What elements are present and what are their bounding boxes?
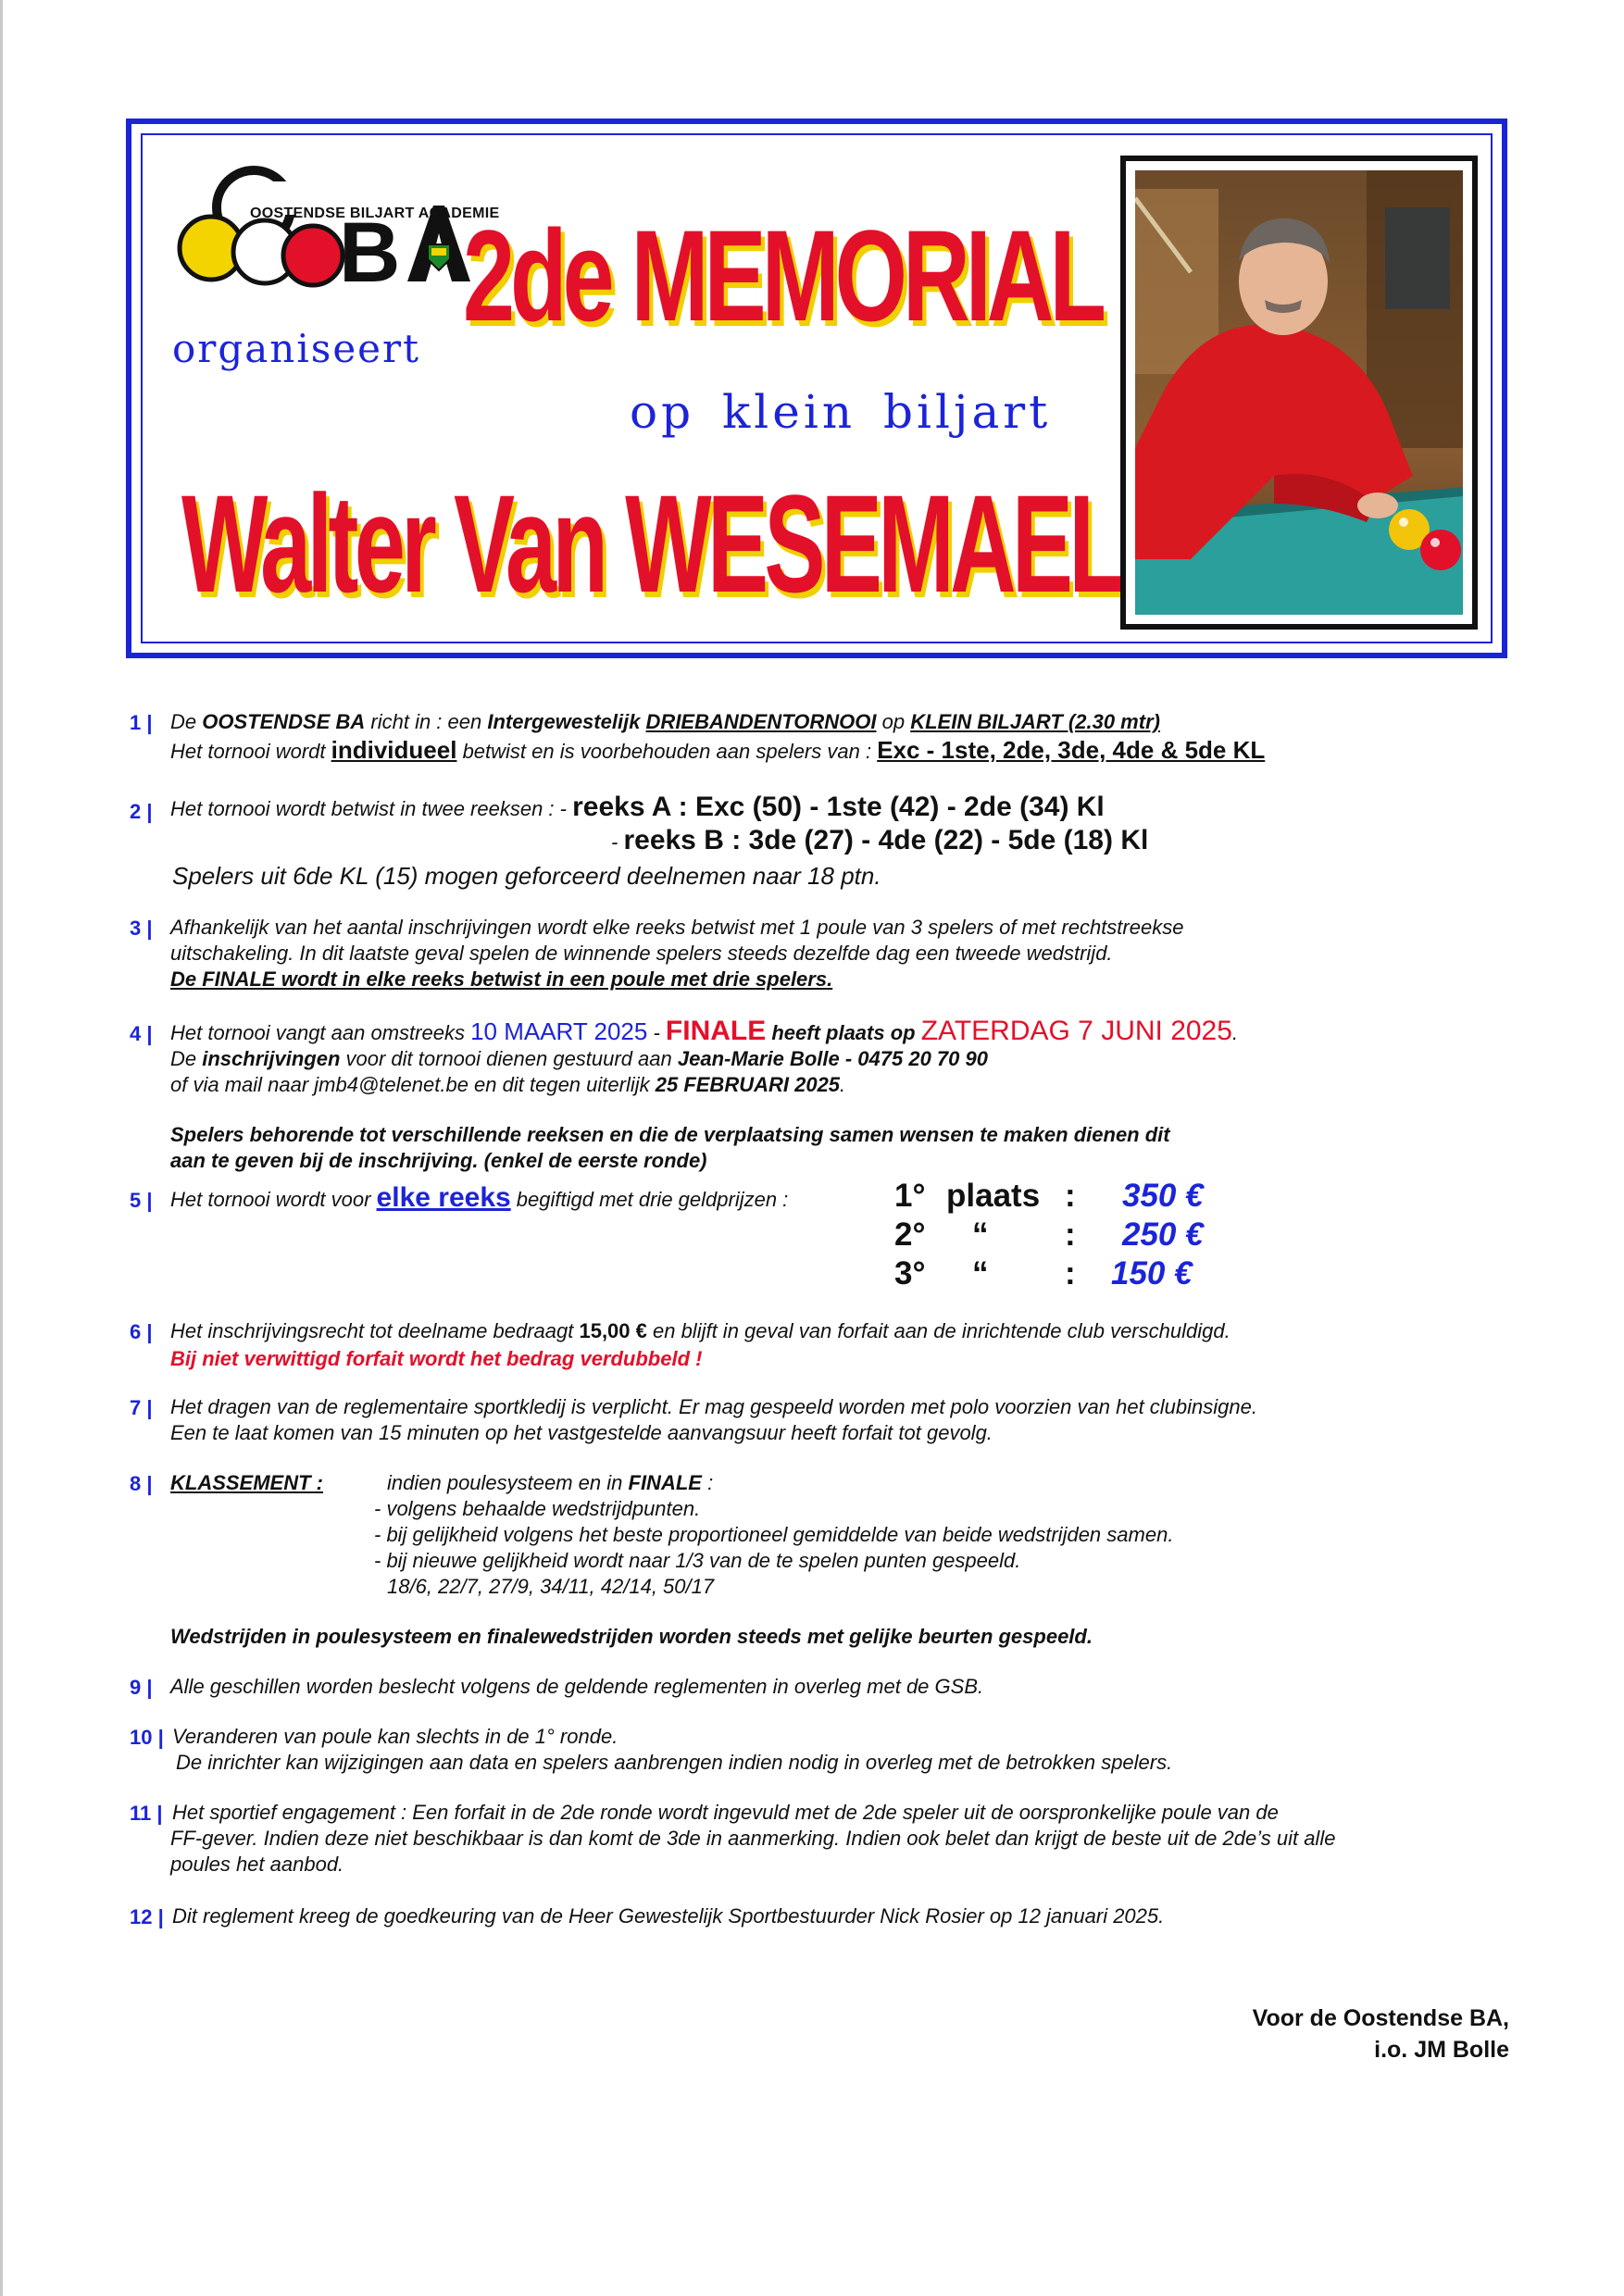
each-series: elke reeks [376,1182,511,1213]
item-5-line-1 [170,1182,789,1213]
prize-1-amount: 350 € [1122,1178,1204,1214]
prize-1-label: plaats [946,1178,1041,1214]
organizer-text: organiseert [172,326,420,371]
item-10-line-2: De inrichter kan wijzigingen aan data en spelers aanbrengen indien nodig in overleg met de betrokken spelers. [176,1751,1173,1774]
text: inschrijvingen [202,1047,341,1070]
text: - [611,830,624,854]
text: Het tornooi wordt betwist in twee reeksen : - [170,797,573,820]
text: op [876,710,911,733]
item-8-line-3: - bij gelijkheid volgens het beste proportioneel gemiddelde van beide wedstrijden samen. [374,1523,1174,1546]
portrait-photo [1135,170,1463,615]
text: Het inschrijvingsrecht tot deelname bedraagt [170,1319,580,1342]
item-8-line-6: Wedstrijden in poulesysteem en finalewedstrijden worden steeds met gelijke beurten gespeeld. [170,1625,1093,1648]
item-number-6: 6 | [130,1320,153,1343]
item-8-line-5: 18/6, 22/7, 27/9, 34/11, 42/14, 50/17 [387,1575,715,1598]
item-number-1: 1 | [130,711,153,734]
item-number-5: 5 | [130,1189,153,1212]
text: Het tornooi wordt voor [170,1188,377,1211]
individual-label: individueel [331,736,457,764]
signature-line-2: i.o. JM Bolle [1374,2037,1509,2063]
item-number-8: 8 | [130,1472,153,1495]
subtitle: op klein biljart [630,385,1052,439]
item-12-line-1: Dit reglement kreeg de goedkeuring van de Heer Gewestelijk Sportbestuurder Nick Rosier op 12 januari 2025. [172,1904,1165,1928]
item-number-7: 7 | [130,1396,153,1419]
prize-3-colon: : [1065,1255,1076,1292]
text: De [170,1047,203,1070]
item-4-line-4: Spelers behorende tot verschillende reeksen en die de verplaatsing samen wensen te maken dienen dit [170,1123,1170,1146]
item-4-line-5: aan te geven bij de inschrijving. (enkel de eerste ronde) [170,1149,707,1172]
title-name: Walter Van WESEMAEL [181,466,1121,621]
header-box [126,119,1507,658]
text: richt in : een [365,710,488,733]
text: - [647,1021,666,1044]
prize-1-place: 1° [894,1178,926,1214]
table-size: KLEIN BILJART (2.30 mtr) [910,710,1160,733]
text: indien poulesysteem en in [387,1471,629,1494]
text: en blijft in geval van forfait aan de inrichtende club verschuldigd. [646,1319,1230,1342]
item-3-line-2: uitschakeling. In dit laatste geval spelen de winnende spelers steeds dezelfde dag een tweede wedstrijd. [170,942,1113,965]
item-9-line-1: Alle geschillen worden beslecht volgens de geldende reglementen in overleg met de GSB. [170,1675,984,1698]
item-number-3: 3 | [130,917,153,940]
item-11-line-3: poules het aanbod. [170,1853,344,1876]
item-2-line-3: Spelers uit 6de KL (15) mogen geforceerd deelnemen naar 18 ptn. [172,862,881,890]
item-4-line-3 [170,1072,845,1098]
item-10-line-1: Veranderen van poule kan slechts in de 1° ronde. [172,1725,618,1748]
item-11-line-2: FF-gever. Indien deze niet beschikbaar is dan komt de 3de in aanmerking. Indien ook belet dan krijgt de beste uit de 2de’s uit alle [170,1827,1336,1850]
deadline-date: 25 FEBRUARI 2025 [655,1073,841,1096]
item-number-11: 11 | [130,1802,163,1825]
prize-1-colon: : [1065,1178,1076,1214]
text: . [1231,1021,1239,1044]
item-6-line-2: Bij niet verwittigd forfait wordt het bedrag verdubbeld ! [170,1347,703,1370]
text: heeft plaats op [766,1021,921,1044]
finale-label: FINALE [665,1016,767,1046]
oba-logo [169,156,500,294]
item-number-12: 12 | [130,1905,164,1928]
item-2-line-1 [170,794,1105,822]
series-a: reeks A : Exc (50) - 1ste (42) - 2de (34) Kl [572,792,1105,822]
item-8-line-1 [387,1470,713,1496]
item-8-line-4: - bij nieuwe gelijkheid wordt naar 1/3 van de te spelen punten gespeeld. [374,1549,1021,1572]
text: begiftigd met drie geldprijzen : [510,1188,789,1211]
prize-2-place: 2° [894,1217,926,1253]
item-7-line-1: Het dragen van de reglementaire sportkledij is verplicht. Er mag gespeeld worden met polo voorzien van het clubinsigne. [170,1395,1257,1418]
text: Intergewestelijk [487,710,646,733]
logo-text: OOSTENDSE BILJART ACADEMIE [250,206,500,221]
item-3-line-1: Afhankelijk van het aantal inschrijvingen wordt elke reeks betwist met 1 poule van 3 spelers of met rechtstreekse [170,916,1184,939]
item-6-line-1 [170,1318,1230,1344]
item-3-line-3: De FINALE wordt in elke reeks betwist in een poule met drie spelers. [170,967,833,991]
tournament-type: DRIEBANDENTORNOOI [645,710,877,733]
club-name: OOSTENDSE BA [202,710,366,733]
item-1-line-2 [170,737,1265,765]
start-date: 10 MAART 2025 [470,1017,648,1045]
item-number-10: 10 | [130,1726,164,1749]
item-11-line-1: Het sportief engagement : Een forfait in de 2de ronde wordt ingevuld met de 2de speler uit de oorspronkelijke poule van de [172,1801,1279,1824]
item-4-line-1 [170,1018,1238,1046]
svg-text:B: B [339,206,401,294]
prize-3-amount: 150 € [1111,1255,1193,1292]
prize-2-amount: 250 € [1122,1217,1204,1253]
prize-3-place: 3° [894,1255,926,1292]
text: FINALE [628,1471,702,1494]
text: voor dit tornooi dienen gestuurd aan [340,1047,678,1070]
page-edge [0,0,3,2296]
header-inner-border [141,133,1493,643]
ranking-label: KLASSEMENT : [170,1471,323,1494]
item-number-9: 9 | [130,1676,153,1699]
series-b: reeks B : 3de (27) - 4de (22) - 5de (18) Kl [623,825,1149,855]
text: Het tornooi vangt aan omstreeks [170,1021,471,1044]
finale-date: ZATERDAG 7 JUNI 2025 [920,1016,1232,1046]
item-4-line-2 [170,1046,988,1072]
text: Het tornooi wordt [170,740,331,763]
text: De [170,710,203,733]
classes-label: Exc - 1ste, 2de, 3de, 4de & 5de KL [877,736,1266,764]
signature-line-1: Voor de Oostendse BA, [1252,2005,1509,2031]
item-8-line-2: - volgens behaalde wedstrijdpunten. [374,1497,701,1520]
item-number-4: 4 | [130,1022,153,1045]
prize-2-label: “ [972,1217,989,1253]
item-1-line-1 [170,709,1160,735]
fee-amount: 15,00 € [579,1319,647,1342]
contact: Jean-Marie Bolle - 0475 20 70 90 [677,1047,988,1070]
text: : [701,1471,714,1494]
prize-3-label: “ [972,1255,989,1292]
text: of via mail naar jmb4@telenet.be en dit tegen uiterlijk [170,1073,656,1096]
item-7-line-2: Een te laat komen van 15 minuten op het vastgestelde aanvangsuur heeft forfait tot gevolg. [170,1421,993,1444]
item-2-line-2 [611,825,1149,855]
text: betwist en is voorbehouden aan spelers van : [456,740,878,763]
title-memorial: 2de MEMORIAL [463,203,1102,348]
item-number-2: 2 | [130,800,153,823]
prize-2-colon: : [1065,1217,1076,1253]
text: . [840,1073,846,1096]
portrait-frame [1120,156,1478,630]
